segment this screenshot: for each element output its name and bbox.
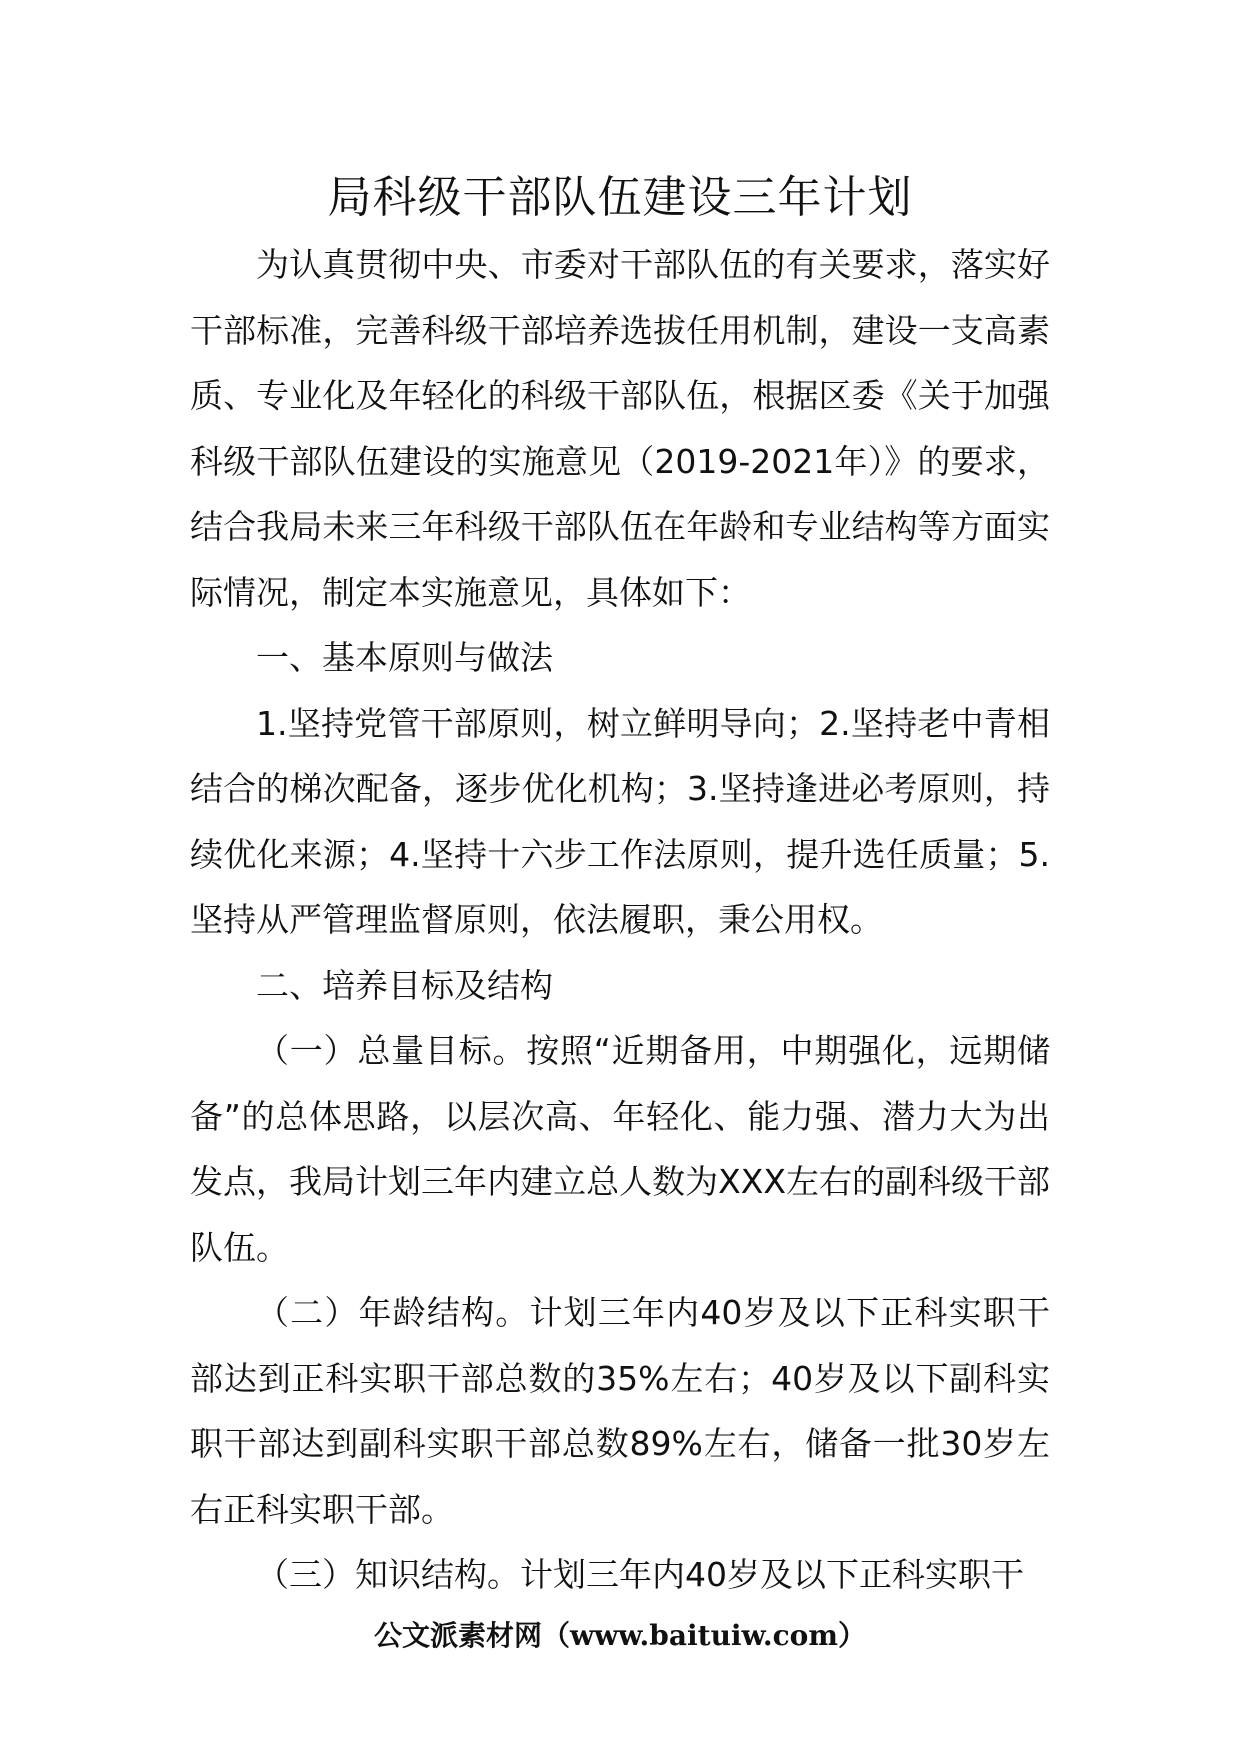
section-heading-principles: 一、基本原则与做法	[256, 638, 553, 677]
paragraph-total-goal: （一）总量目标。按照“近期备用，中期强化，远期储备”的总体思路，以层次高、年轻化、能力强、潜力大为出发点，我局计划三年内建立总人数为XXX左右的副科级干部队伍。	[190, 1031, 1050, 1267]
footer-watermark: 公文派素材网（www.baituiw.com）	[374, 1619, 866, 1652]
paragraph-knowledge-structure: （三）知识结构。计划三年内40岁及以下正科实职干	[256, 1555, 1024, 1594]
paragraph-intro: 为认真贯彻中央、市委对干部队伍的有关要求，落实好干部标准，完善科级干部培养选拔任用机制，建设一支高素质、专业化及年轻化的科级干部队伍，根据区委《关于加强科级干部队伍建设的实施意见（2019-2021年）》的要求，结合我局未来三年科级干部队伍在年龄和专业结构等方面实际情况，制定本实施意见，具体如下：	[190, 245, 1050, 612]
section-heading-goals: 二、培养目标及结构	[256, 965, 553, 1005]
paragraph-age-structure: （二）年龄结构。计划三年内40岁及以下正科实职干部达到正科实职干部总数的35%左右；40岁及以下副科实职干部达到副科实职干部总数89%左右，储备一批30岁左右正科实职干部。	[190, 1293, 1050, 1529]
document-title: 局科级干部队伍建设三年计划	[327, 172, 913, 223]
paragraph-principles: 1.坚持党管干部原则，树立鲜明导向；2.坚持老中青相结合的梯次配备，逐步优化机构；3.坚持逢进必考原则，持续优化来源；4.坚持十六步工作法原则，提升选任质量；5.坚持从严管理监督原则，依法履职，秉公用权。	[190, 703, 1050, 939]
document-body	[190, 232, 1050, 1608]
